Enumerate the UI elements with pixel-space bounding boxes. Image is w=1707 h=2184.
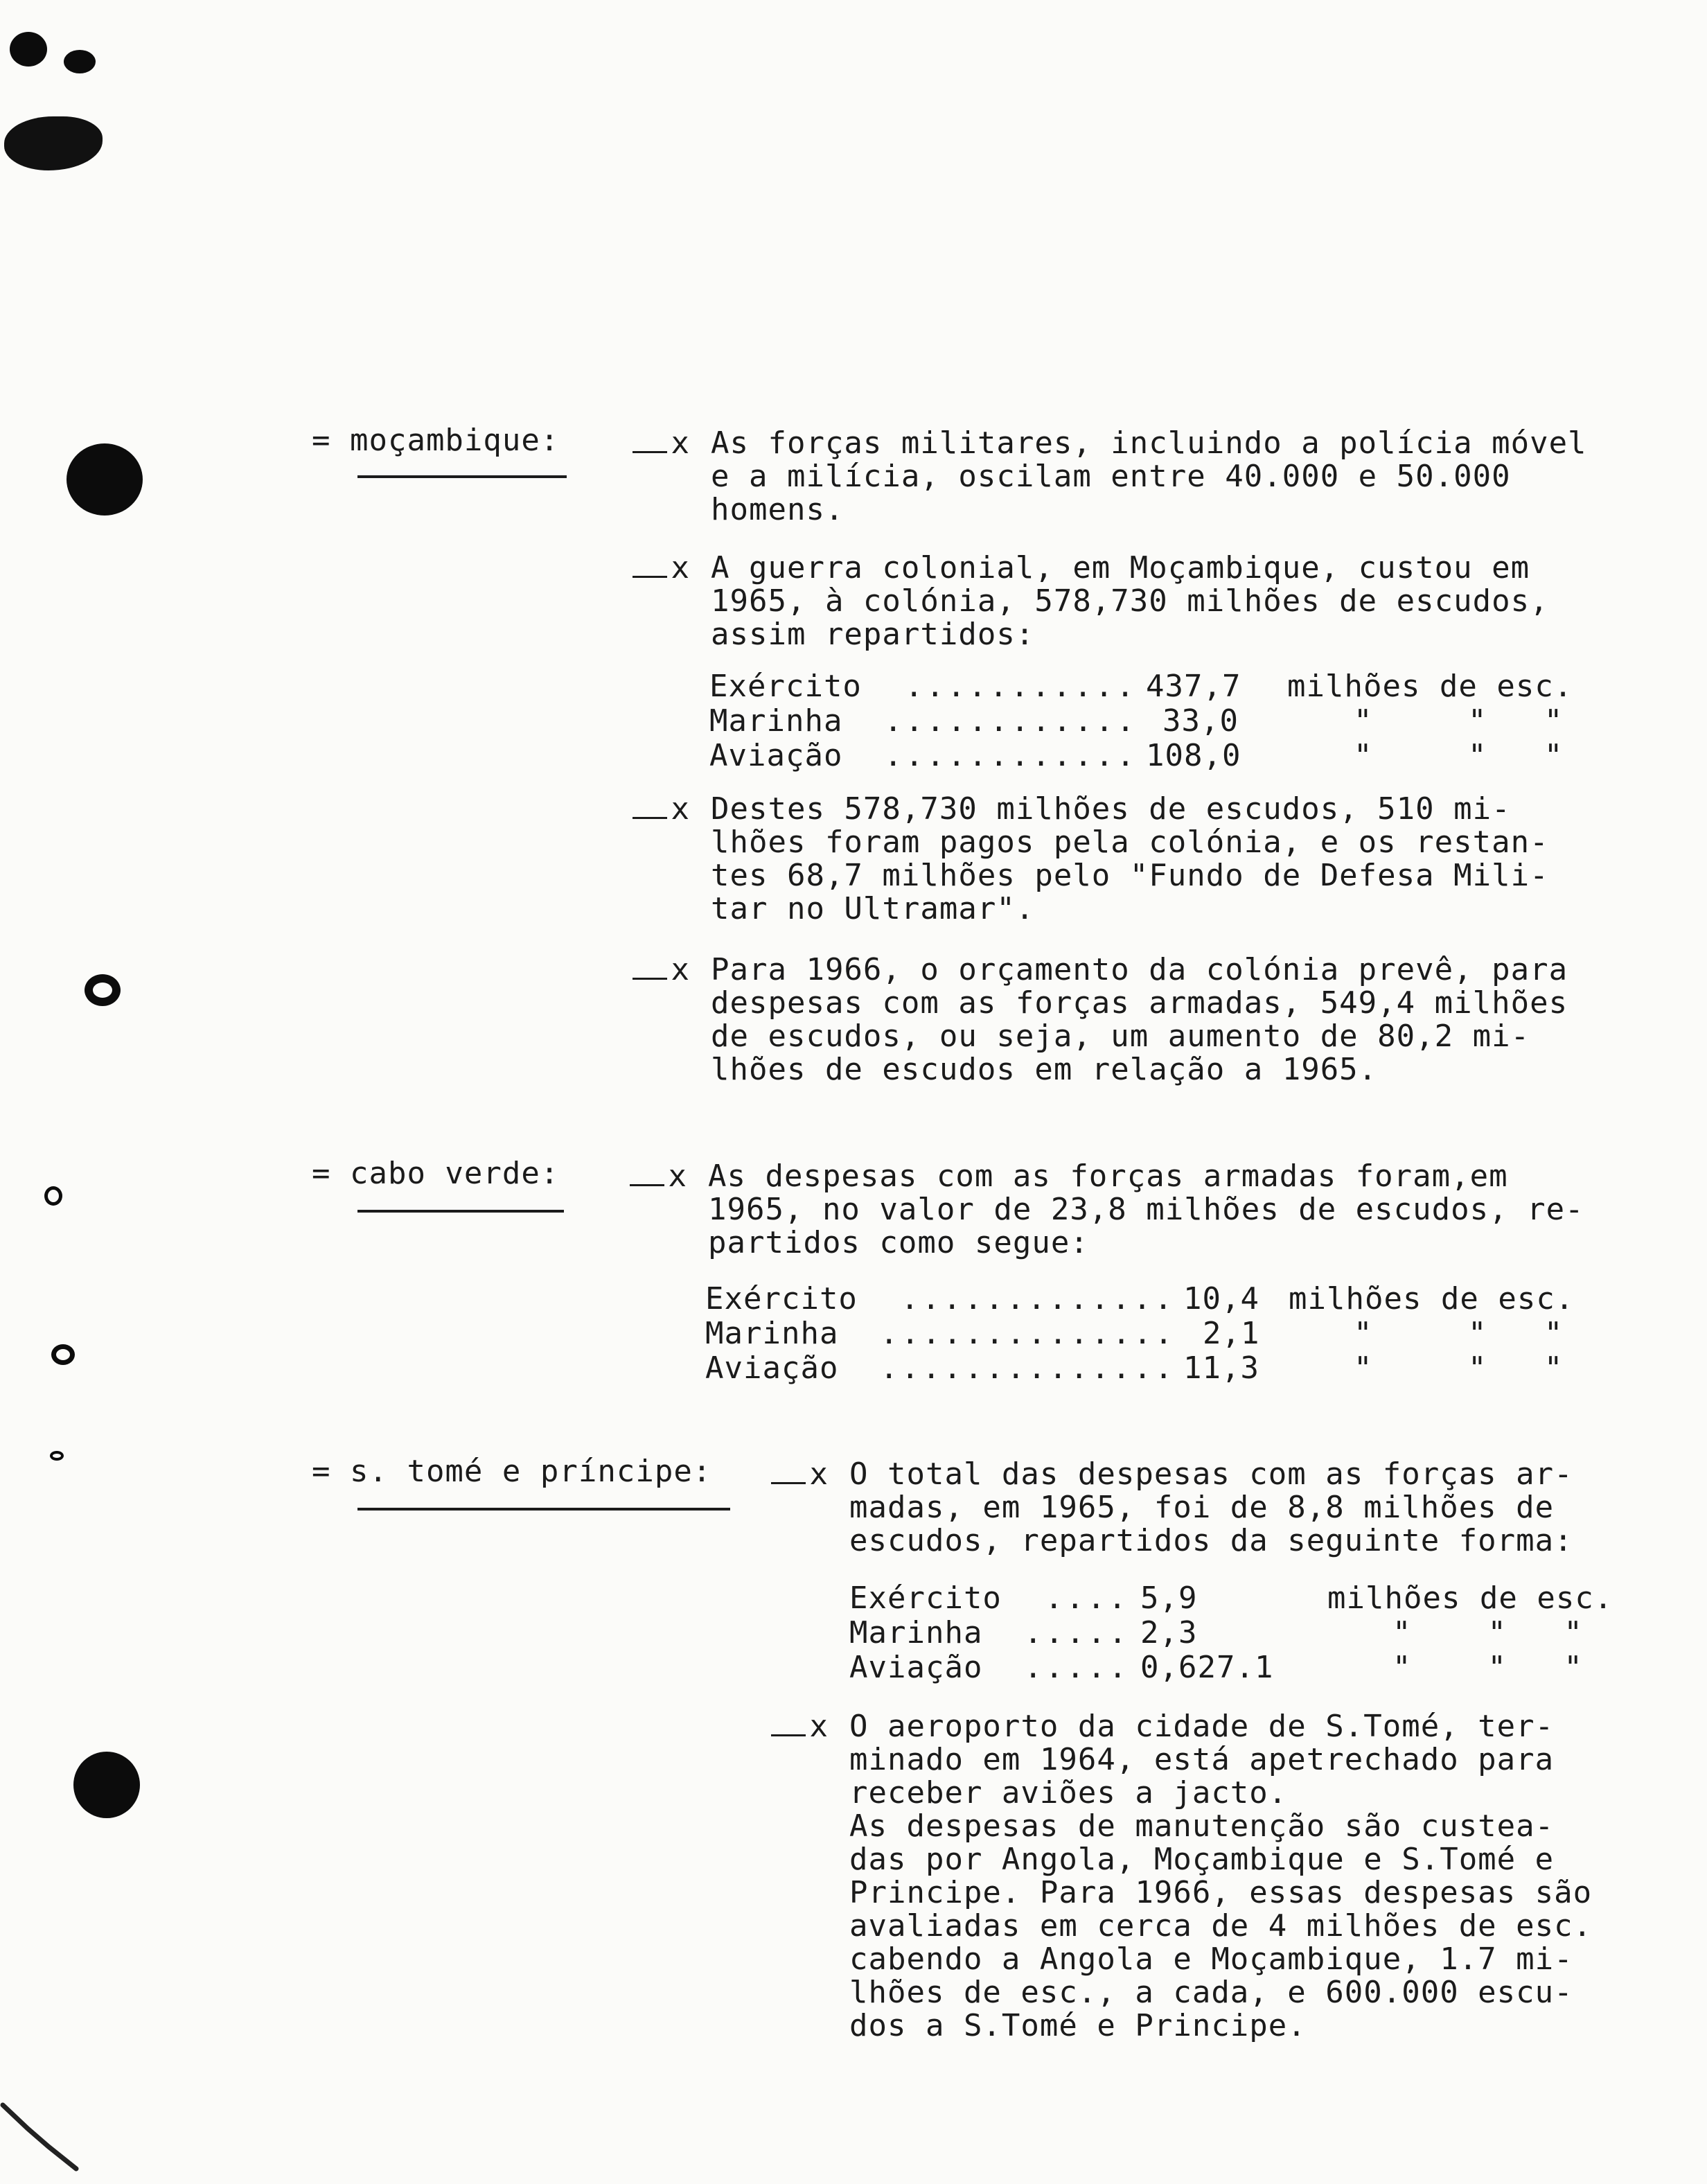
row-leader: ............ [884, 703, 1138, 739]
table-row [709, 669, 1573, 704]
corner-mark [0, 2093, 97, 2183]
row-unit: " " " [1392, 1615, 1583, 1650]
row-unit: milhões de esc. [1327, 1580, 1613, 1616]
row-label: Exército [705, 1281, 858, 1316]
expense-table [849, 1580, 1613, 1685]
item-text: As despesas com as forças armadas foram,em 1965, no valor de 23,8 milhões de escudos, re- partidos como segue: [708, 1159, 1584, 1260]
punch-hole [67, 443, 143, 516]
punch-hole [73, 1752, 140, 1818]
table-row [705, 1316, 1564, 1351]
item-marker: x [623, 427, 690, 460]
item-text: Destes 578,730 milhões de escudos, 510 mi- lhões foram pagos pela colónia, e os restan- tes 68,7 milhões pelo "Fundo de Defesa Mili- tar no Ultramar". [711, 791, 1549, 926]
row-label: Exército [709, 669, 862, 704]
row-value: 2,1 [1203, 1316, 1260, 1351]
table-row [849, 1615, 1583, 1650]
row-value: 33,0 [1162, 703, 1239, 739]
row-leader: ............. [901, 1281, 1176, 1316]
table-row [705, 1350, 1564, 1386]
row-leader: .............. [880, 1350, 1176, 1386]
row-leader: ............ [884, 738, 1138, 773]
section-underline [357, 1210, 564, 1213]
table-row [849, 1650, 1583, 1685]
row-value: 11,3 [1183, 1350, 1259, 1386]
item-marker: x [623, 552, 690, 585]
item-text: O aeroporto da cidade de S.Tomé, ter- minado em 1964, está apetrechado para receber aviões a jacto. As despesas de manutenção são custea- das por Angola, Moçambique e S.Tomé e Principe. Para 1966, essas despesas são avaliadas em cerca de 4 milhões de esc. cabendo a Angola e Moçambique, 1.7 mi- lhões de esc., a cada, e 600.000 escu- dos a S.Tomé e Principe. [849, 1709, 1593, 2043]
expense-table [709, 669, 1573, 773]
item-text: Para 1966, o orçamento da colónia prevê, para despesas com as forças armadas, 549,4 milhões de escudos, ou seja, um aumento de 80,2 mi- lhões de escudos em relação a 1965. [711, 952, 1568, 1087]
row-label: Aviação [709, 738, 843, 773]
item-marker: x [762, 1710, 829, 1743]
row-label: Aviação [849, 1650, 983, 1685]
ink-blot [4, 116, 103, 170]
section-heading-cabo-verde: = cabo verde: [312, 1156, 560, 1191]
table-row [849, 1580, 1613, 1616]
punch-hole [44, 1186, 62, 1206]
punch-hole [85, 974, 121, 1006]
row-unit: " " " [1354, 703, 1564, 739]
table-row [709, 703, 1564, 739]
row-label: Marinha [705, 1316, 839, 1351]
row-label: Marinha [709, 703, 843, 739]
row-unit: " " " [1354, 1316, 1564, 1351]
item-marker: x [762, 1458, 829, 1491]
row-label: Exército [849, 1580, 1002, 1616]
section-underline [357, 475, 567, 478]
row-leader: .............. [880, 1316, 1176, 1351]
section-underline [357, 1508, 730, 1511]
row-unit: " " " [1354, 1350, 1564, 1386]
item-text: O total das despesas com as forças ar- madas, em 1965, foi de 8,8 milhões de escudos, repartidos da seguinte forma: [849, 1456, 1573, 1558]
row-value: 10,4 [1183, 1281, 1259, 1316]
punch-hole [51, 1344, 75, 1365]
row-unit: milhões de esc. [1287, 669, 1573, 704]
row-unit: " " " [1392, 1650, 1583, 1685]
row-unit: " " " [1354, 738, 1564, 773]
row-label: Marinha [849, 1615, 983, 1650]
punch-hole [50, 1451, 64, 1461]
row-value: 0,627.1 [1140, 1650, 1274, 1685]
row-unit: milhões de esc. [1289, 1281, 1575, 1316]
item-marker: x [621, 1160, 687, 1193]
table-row [709, 738, 1564, 773]
row-value: 108,0 [1146, 738, 1241, 773]
item-text: A guerra colonial, em Moçambique, custou em 1965, à colónia, 578,730 milhões de escudos, assim repartidos: [711, 550, 1549, 652]
item-text: As forças militares, incluindo a polícia móvel e a milícia, oscilam entre 40.000 e 50.000 homens. [711, 425, 1587, 527]
row-leader: ........... [905, 669, 1138, 704]
row-label: Aviação [705, 1350, 839, 1386]
row-leader: ..... [1024, 1615, 1130, 1650]
item-marker: x [623, 953, 690, 987]
row-leader: .... [1045, 1580, 1129, 1616]
section-heading-sao-tome: = s. tomé e príncipe: [312, 1454, 712, 1489]
row-leader: ..... [1024, 1650, 1130, 1685]
table-row [705, 1281, 1575, 1316]
row-value: 437,7 [1146, 669, 1241, 704]
expense-table [705, 1281, 1575, 1386]
punch-hole [64, 50, 96, 73]
punch-hole [10, 32, 47, 67]
row-value: 2,3 [1140, 1615, 1198, 1650]
item-marker: x [623, 793, 690, 826]
section-heading-mocambique: = moçambique: [312, 423, 560, 458]
row-value: 5,9 [1140, 1580, 1198, 1616]
